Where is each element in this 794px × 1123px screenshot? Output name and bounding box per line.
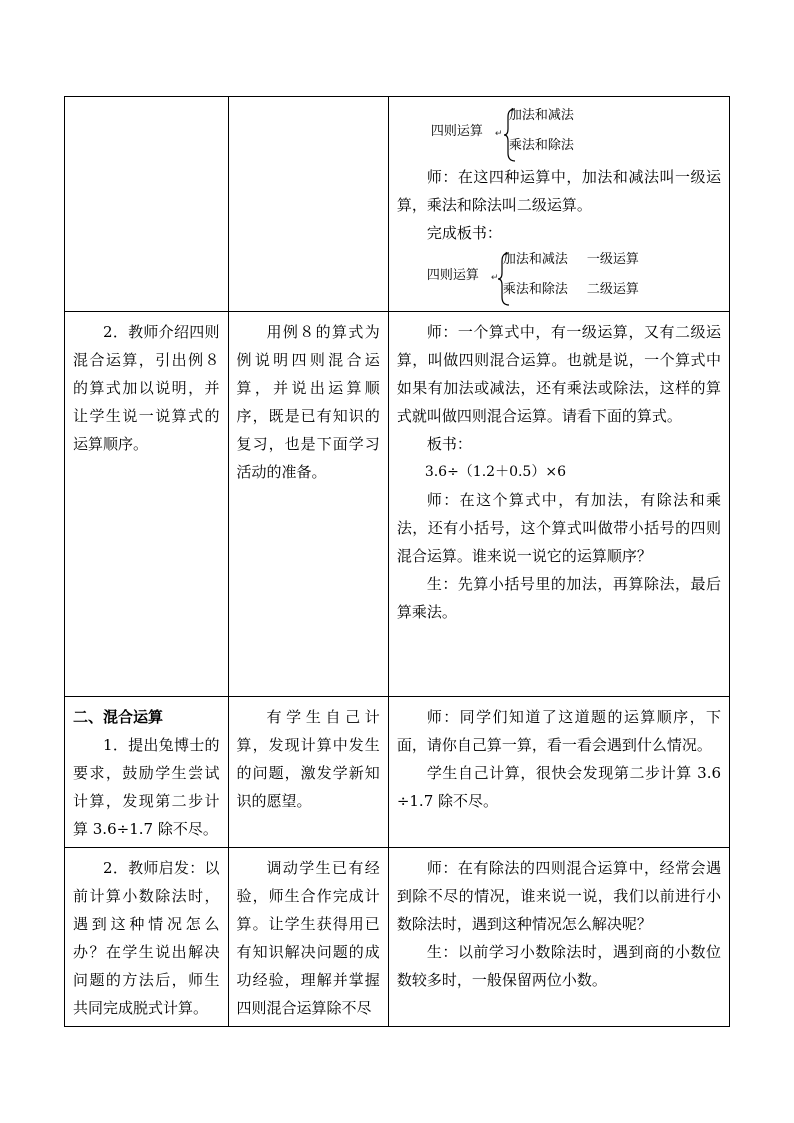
board-formula: 3.6÷（1.2＋0.5）×6 bbox=[424, 464, 566, 480]
table-row bbox=[65, 848, 730, 1027]
intent-text: 有学生自己计算，发现计算中发生的问题，激发学新知识的愿望。 bbox=[236, 708, 380, 810]
cell-activity bbox=[388, 697, 729, 848]
cell-process bbox=[65, 848, 229, 1027]
student-answer: 生：先算小括号里的加法，再算除法，最后算乘法。 bbox=[396, 575, 721, 621]
return-mark-icon: ↵ bbox=[490, 273, 499, 283]
teacher-speech: 师：在有除法的四则混合运算中，经常会遇到除不尽的情况，谁来说一说，我们以前进行小数除法时，遇到这种情况怎么解决呢？ bbox=[396, 859, 721, 933]
student-answer: 生：以前学习小数除法时，遇到商的小数位数较多时，一般保留两位小数。 bbox=[396, 943, 721, 989]
diagram-branch-add-sub: 加法和减法 bbox=[508, 108, 574, 123]
teacher-speech: 师：在这四种运算中，加法和减法叫一级运算，乘法和除法叫二级运算。 bbox=[396, 168, 721, 214]
table-row bbox=[65, 312, 730, 697]
table-row bbox=[65, 97, 730, 312]
process-text: 2．教师启发：以前计算小数除法时，遇到这种情况怎么办？在学生说出解决问题的方法后，师生共同完成脱式计算。 bbox=[73, 859, 220, 1017]
cell-activity bbox=[388, 848, 729, 1027]
cell-process bbox=[65, 312, 229, 697]
section-heading: 二、混合运算 bbox=[73, 708, 164, 726]
diagram-level-second: 二级运算 bbox=[586, 282, 639, 297]
lesson-plan-table bbox=[64, 96, 730, 1027]
process-text: 2．教师介绍四则混合运算，引出例８的算式加以说明，并让学生说一说算式的运算顺序。 bbox=[73, 323, 220, 453]
teacher-speech: 师：一个算式中，有一级运算，又有二级运算，叫做四则混合运算。也就是说，一个算式中如果有加法或减法，还有乘法或除法，这样的算式就叫做四则混合运算。请看下面的算式。 bbox=[396, 323, 721, 425]
return-mark-icon: ↵ bbox=[494, 129, 503, 139]
diagram-branch-mul-div: 乘法和除法 bbox=[502, 282, 568, 297]
process-text: 1．提出兔博士的要求，鼓励学生尝试计算，发现第二步计算 3.6÷1.7 除不尽。 bbox=[73, 736, 220, 838]
intent-text: 用例８的算式为例说明四则混合运算，并说出运算顺序，既是已有知识的复习，也是下面学习活动的准备。 bbox=[236, 323, 380, 481]
board-note-label: 板书： bbox=[426, 435, 472, 453]
diagram-branch-mul-div: 乘法和除法 bbox=[508, 138, 574, 153]
table-row bbox=[65, 697, 730, 848]
board-note-label: 完成板书： bbox=[426, 224, 502, 242]
operation-levels-diagram bbox=[397, 247, 721, 307]
teacher-speech: 师：同学们知道了这道题的运算顺序，下面，请你自己算一算，看一看会遇到什么情况。 bbox=[396, 708, 721, 754]
teacher-speech: 师：在这个算式中，有加法，有除法和乘法，还有小括号，这个算式叫做带小括号的四则混合运算。谁来说一说它的运算顺序？ bbox=[396, 491, 721, 565]
four-operations-diagram bbox=[397, 103, 721, 163]
cell-intent bbox=[228, 848, 388, 1027]
cell-intent bbox=[228, 697, 388, 848]
cell-process bbox=[65, 97, 229, 312]
cell-intent bbox=[228, 312, 388, 697]
diagram-branch-add-sub: 加法和减法 bbox=[502, 252, 568, 267]
cell-intent bbox=[228, 97, 388, 312]
cell-process bbox=[65, 697, 229, 848]
cell-activity bbox=[388, 97, 729, 312]
diagram-level-first: 一级运算 bbox=[586, 252, 639, 267]
diagram-root-label: 四则运算 bbox=[426, 268, 479, 283]
diagram-root-label: 四则运算 bbox=[430, 124, 483, 139]
intent-text: 调动学生已有经验，师生合作完成计算。让学生获得用已有知识解决问题的成功经验，理解并掌握四则混合运算除不尽 bbox=[236, 859, 380, 1017]
cell-activity bbox=[388, 312, 729, 697]
student-activity: 学生自己计算，很快会发现第二步计算 3.6÷1.7 除不尽。 bbox=[396, 764, 721, 810]
